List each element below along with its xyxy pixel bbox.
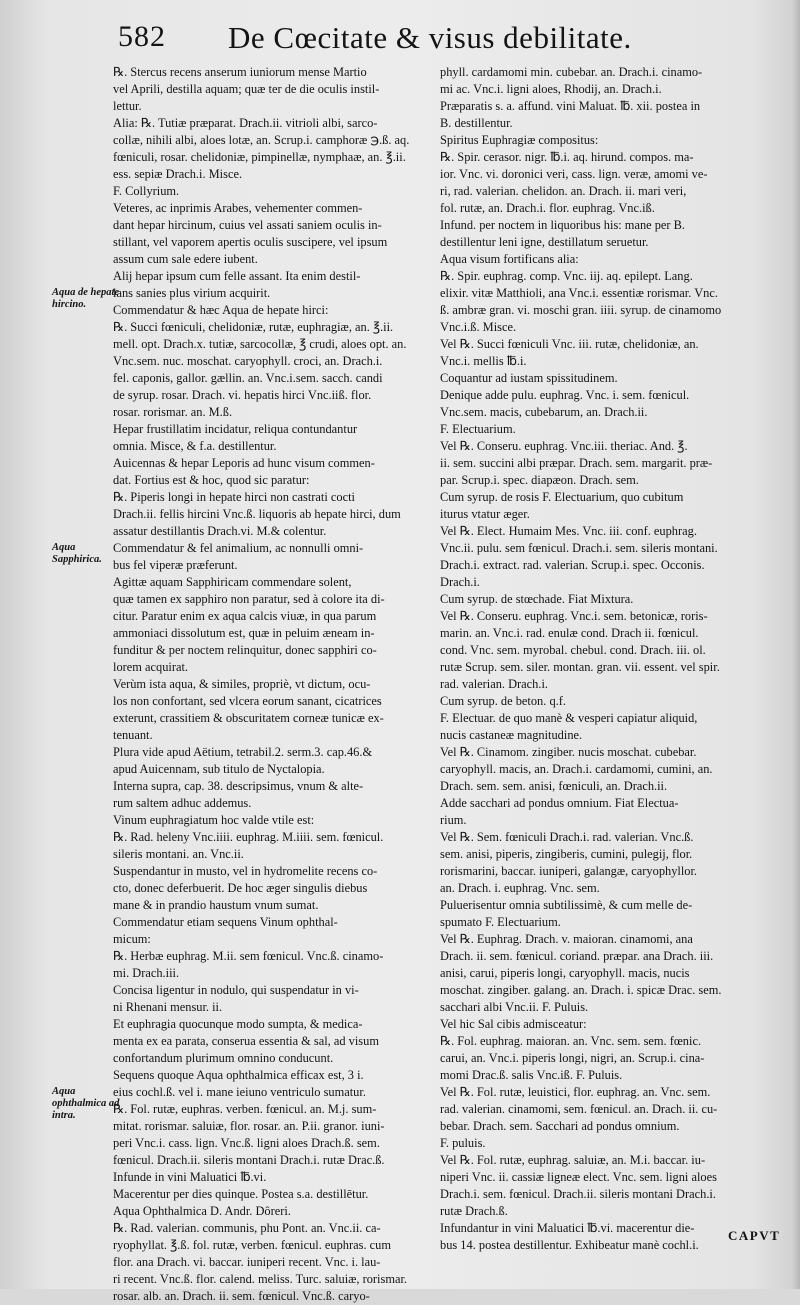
- text-line: Macerentur per dies quinque. Postea s.a. destillētur.: [113, 1187, 369, 1201]
- text-line: Vel ℞. Conseru. euphrag. Vnc.iii. theriac. And. ℥.: [440, 439, 688, 453]
- text-line: Commendatur & fel animalium, ac nonnulli omni-: [113, 541, 364, 555]
- text-line: B. destillentur.: [440, 116, 513, 130]
- text-line: ess. sepiæ Drach.i. Misce.: [113, 167, 243, 181]
- text-line: rium.: [440, 813, 467, 827]
- text-line: flor. ana Drach. vi. baccar. iuniperi recent. Vnc. i. lau-: [113, 1255, 381, 1269]
- text-line: caryophyll. macis, an. Drach.i. cardamomi, cumini, an.: [440, 762, 713, 776]
- text-line: Infunde in vini Maluatici ℔.vi.: [113, 1170, 267, 1184]
- text-line: ℞. Piperis longi in hepate hirci non castrati cocti: [113, 490, 355, 504]
- text-line: Cum syrup. de stœchade. Fiat Mixtura.: [440, 592, 634, 606]
- text-line: ℞. Spir. cerasor. nigr. ℔.i. aq. hirund. compos. ma-: [440, 150, 694, 164]
- text-line: bus fel viperæ præferunt.: [113, 558, 238, 572]
- text-line: dat. Fortius est & hoc, quod sic paratur:: [113, 473, 310, 487]
- text-line: ii. sem. succini albi præpar. Drach. sem. margarit. præ-: [440, 456, 713, 470]
- text-line: bus 14. postea destillentur. Exhibeatur manè cochl.i.: [440, 1238, 699, 1252]
- text-line: stillant, vel vaporem apertis oculis suscipere, vel ipsum: [113, 235, 388, 249]
- text-line: ri recent. Vnc.ß. flor. calend. meliss. Turc. saluiæ, rorismar.: [113, 1272, 407, 1286]
- text-line: sem. anisi, piperis, zingiberis, cumini, pulegij, flor.: [440, 847, 693, 861]
- text-line: assum cum sale edere iubent.: [113, 252, 258, 266]
- text-line: Vel ℞. Sem. fœniculi Drach.i. rad. valerian. Vnc.ß.: [440, 830, 694, 844]
- text-line: rum saltem adhuc addemus.: [113, 796, 252, 810]
- page-number: 582: [118, 20, 166, 53]
- text-line: menta ex ea parata, conserua essentia & sal, ad visum: [113, 1034, 379, 1048]
- text-line: Verùm ista aqua, & similes, propriè, vt dictum, ocu-: [113, 677, 371, 691]
- text-line: F. Electuar. de quo manè & vesperi capiatur aliquid,: [440, 711, 698, 725]
- text-line: mi ac. Vnc.i. ligni aloes, Rhodij, an. Drach.i.: [440, 82, 662, 96]
- text-line: collæ, nihili albi, aloes lotæ, an. Scrup.i. camphoræ ℈.ß. aq.: [113, 133, 410, 147]
- text-line: Vel ℞. Euphrag. Drach. v. maioran. cinamomi, ana: [440, 932, 693, 946]
- text-line: omnia. Misce, & f.a. destillentur.: [113, 439, 277, 453]
- right-column: [440, 64, 788, 1254]
- text-line: an. Drach. i. euphrag. Vnc. sem.: [440, 881, 600, 895]
- text-line: cond. Vnc. sem. myrobal. chebul. cond. Drach. iii. ol.: [440, 643, 706, 657]
- text-line: micum:: [113, 932, 151, 946]
- text-line: F. puluis.: [440, 1136, 486, 1150]
- text-line: fœnicul. Drach.ii. sileris montani Drach.i. rutæ Drac.ß.: [113, 1153, 385, 1167]
- text-line: Infund. per noctem in liquoribus his: mane per B.: [440, 218, 686, 232]
- text-line: ℞. Fol. euphrag. maioran. an. Vnc. sem. sem. fœnic.: [440, 1034, 702, 1048]
- text-line: Drach. ii. sem. fœnicul. coriand. præpar. ana Drach. iii.: [440, 949, 714, 963]
- text-line: anisi, carui, piperis longi, caryophyll. macis, nucis: [440, 966, 690, 980]
- text-line: marin. an. Vnc.i. rad. enulæ cond. Drach ii. fœnicul.: [440, 626, 699, 640]
- text-line: mell. opt. Drach.x. tutiæ, sarcocollæ, ℥ crudi, aloes opt. an.: [113, 337, 407, 351]
- text-line: Vel ℞. Fol. rutæ, euphrag. saluiæ, an. M.i. baccar. iu-: [440, 1153, 706, 1167]
- margin-note: Aqua Sapphirica.: [52, 542, 102, 565]
- left-column: [113, 64, 430, 1305]
- text-line: F. Collyrium.: [113, 184, 180, 198]
- text-line: Drach.i. extract. rad. valerian. Scrup.i. spec. Occonis.: [440, 558, 705, 572]
- text-line: elixir. vitæ Matthioli, ana Vnc.i. essentiæ rorismar. Vnc.: [440, 286, 718, 300]
- text-line: Auicennas & hepar Leporis ad hunc visum commen-: [113, 456, 375, 470]
- text-line: los non confortant, sed vlcera eorum sanant, cicatrices: [113, 694, 382, 708]
- text-line: lettur.: [113, 99, 142, 113]
- text-line: Sequens quoque Aqua ophthalmica efficax est, 3 i.: [113, 1068, 364, 1082]
- text-line: destillentur leni igne, destillatum seruetur.: [440, 235, 649, 249]
- text-line: niperi Vnc. ii. cassiæ ligneæ elect. Vnc. sem. ligni aloes: [440, 1170, 717, 1184]
- margin-note: Aqua de hepate hircino.: [52, 287, 120, 310]
- text-line: quæ tamen ex sapphiro non paratur, sed à colore ita di-: [113, 592, 385, 606]
- text-line: spumato F. Electuarium.: [440, 915, 561, 929]
- text-line: Interna supra, cap. 38. descripsimus, vnum & alte-: [113, 779, 364, 793]
- text-line: Vnc.sem. nuc. moschat. caryophyll. croci, an. Drach.i.: [113, 354, 383, 368]
- text-line: moschat. zingiber. galang. an. Drach. i. spicæ Drac. sem.: [440, 983, 722, 997]
- text-line: assatur destillantis Drach.vi. M.& colentur.: [113, 524, 327, 538]
- text-line: rad. valerian. Drach.i.: [440, 677, 549, 691]
- text-line: exterunt, crassitiem & obscuritatem corneæ tunicæ ex-: [113, 711, 384, 725]
- text-line: Hepar frustillatim incidatur, reliqua contundantur: [113, 422, 358, 436]
- page-header: [118, 18, 678, 68]
- text-line: vel Aprili, destilla aquam; quæ ter de die oculis instil-: [113, 82, 380, 96]
- text-line: ℞. Herbæ euphrag. M.ii. sem fœnicul. Vnc.ß. cinamo-: [113, 949, 384, 963]
- text-line: par. Scrup.i. spec. diapæon. Drach. sem.: [440, 473, 639, 487]
- text-line: Agittæ aquam Sapphiricam commendare solent,: [113, 575, 352, 589]
- page-edge-shadow: [792, 0, 800, 1289]
- text-line: Adde sacchari ad pondus omnium. Fiat Electua-: [440, 796, 679, 810]
- text-line: Puluerisentur omnia subtilissimè, & cum melle de-: [440, 898, 693, 912]
- text-line: Vel ℞. Succi fœniculi Vnc. iii. rutæ, chelidoniæ, an.: [440, 337, 699, 351]
- text-line: lorem acquirat.: [113, 660, 188, 674]
- text-line: fel. caponis, gallor. gællin. an. Vnc.i.sem. sacch. candi: [113, 371, 383, 385]
- text-line: eius cochl.ß. vel i. mane ieiuno ventriculo sumatur.: [113, 1085, 366, 1099]
- text-line: rutæ Drach.ß.: [440, 1204, 508, 1218]
- text-line: sacchari albi Vnc.ii. F. Puluis.: [440, 1000, 589, 1014]
- text-line: Concisa ligentur in nodulo, qui suspendatur in vi-: [113, 983, 359, 997]
- text-line: Vel ℞. Elect. Humaim Mes. Vnc. iii. conf. euphrag.: [440, 524, 697, 538]
- text-line: iturus vtatur æger.: [440, 507, 530, 521]
- text-line: mane & in prandio haustum vnum sumat.: [113, 898, 319, 912]
- text-line: ℞. Rad. heleny Vnc.iiii. euphrag. M.iiii. sem. fœnicul.: [113, 830, 384, 844]
- text-line: Veteres, ac inprimis Arabes, vehementer commen-: [113, 201, 363, 215]
- text-line: Vnc.ii. pulu. sem fœnicul. Drach.i. sem. sileris montani.: [440, 541, 718, 555]
- text-line: mitat. rorismar. saluiæ, flor. rosar. an. P.ii. granor. iuni-: [113, 1119, 385, 1133]
- text-line: ℞. Spir. euphrag. comp. Vnc. iij. aq. epilept. Lang.: [440, 269, 693, 283]
- text-line: Vnc.i.ß. Misce.: [440, 320, 517, 334]
- text-line: Alij hepar ipsum cum felle assant. Ita enim destil-: [113, 269, 361, 283]
- text-line: confortandum plurimum omnino conducunt.: [113, 1051, 334, 1065]
- text-line: Drach.i.: [440, 575, 480, 589]
- text-line: Denique adde pulu. euphrag. Vnc. i. sem. fœnicul.: [440, 388, 690, 402]
- running-title: De Cœcitate & visus debilitate.: [228, 20, 632, 55]
- text-line: rutæ Scrup. sem. siler. montan. gran. vii. essent. vel spir.: [440, 660, 720, 674]
- text-line: cto, donec deferbuerit. De hoc æger singulis diebus: [113, 881, 368, 895]
- text-line: rad. valerian. cinamomi, sem. fœnicul. an. Drach. ii. cu-: [440, 1102, 718, 1116]
- text-line: Cum syrup. de beton. q.f.: [440, 694, 566, 708]
- text-line: ℞. Rad. valerian. communis, phu Pont. an. Vnc.ii. ca-: [113, 1221, 381, 1235]
- text-line: Alia: ℞. Tutiæ præparat. Drach.ii. vitrioli albi, sarco-: [113, 116, 378, 130]
- text-line: Præparatis s. a. affund. vini Maluat. ℔. xii. postea in: [440, 99, 701, 113]
- text-line: Suspendantur in musto, vel in hydromelite recens co-: [113, 864, 378, 878]
- text-line: Cum syrup. de rosis F. Electuarium, quo cubitum: [440, 490, 684, 504]
- text-line: apud Auicennam, sub titulo de Nyctalopia.: [113, 762, 325, 776]
- text-line: Aqua Ophthalmica D. Andr. Dôreri.: [113, 1204, 291, 1218]
- text-line: funditur & per noctem relinquitur, donec sapphiri co-: [113, 643, 377, 657]
- text-line: Et euphragia quocunque modo sumpta, & medica-: [113, 1017, 363, 1031]
- text-line: Drach.i. sem. fœnicul. Drach.ii. sileris montani Drach.i.: [440, 1187, 716, 1201]
- text-line: ryophyllat. ℥.ß. fol. rutæ, verben. fœnicul. euphras. cum: [113, 1238, 391, 1252]
- text-line: ammoniaci dissolutum est, quæ in peluim æneam in-: [113, 626, 375, 640]
- text-line: dant hepar hircinum, cuius vel assati saniem oculis in-: [113, 218, 382, 232]
- text-line: Commendatur & hæc Aqua de hepate hirci:: [113, 303, 329, 317]
- text-line: sileris montani. an. Vnc.ii.: [113, 847, 244, 861]
- text-line: momi Drac.ß. salis Vnc.iß. F. Puluis.: [440, 1068, 623, 1082]
- text-line: citur. Paratur enim ex aqua calcis viuæ, in qua parum: [113, 609, 377, 623]
- text-line: Commendatur etiam sequens Vinum ophthal-: [113, 915, 338, 929]
- text-line: rorismarini, baccar. iuniperi, galangæ, caryophyllor.: [440, 864, 698, 878]
- text-line: ℞. Stercus recens anserum iuniorum mense Martio: [113, 65, 367, 79]
- catchword: CAPVT: [728, 1228, 781, 1243]
- text-line: fol. rutæ, an. Drach.i. flor. euphrag. Vnc.iß.: [440, 201, 655, 215]
- text-line: Vel ℞. Conseru. euphrag. Vnc.i. sem. betonicæ, roris-: [440, 609, 708, 623]
- text-line: Vnc.sem. macis, cubebarum, an. Drach.ii.: [440, 405, 648, 419]
- text-line: ni Rhenani mensur. ii.: [113, 1000, 223, 1014]
- text-line: Vinum euphragiatum hoc valde vtile est:: [113, 813, 315, 827]
- text-line: Vnc.i. mellis ℔.i.: [440, 354, 527, 368]
- text-line: Coquantur ad iustam spissitudinem.: [440, 371, 618, 385]
- text-line: tenuant.: [113, 728, 153, 742]
- text-line: carui, an. Vnc.i. piperis longi, nigri, an. Scrup.i. cina-: [440, 1051, 705, 1065]
- text-line: Plura vide apud Aëtium, tetrabil.2. serm.3. cap.46.&: [113, 745, 373, 759]
- text-line: F. Electuarium.: [440, 422, 516, 436]
- text-line: Aqua visum fortificans alia:: [440, 252, 579, 266]
- text-line: bebar. Drach. sem. Sacchari ad pondus omnium.: [440, 1119, 680, 1133]
- text-line: Drach.ii. fellis hircini Vnc.ß. liquoris ab hepate hirci, dum: [113, 507, 401, 521]
- text-line: phyll. cardamomi min. cubebar. an. Drach.i. cinamo-: [440, 65, 703, 79]
- text-line: ior. Vnc. vi. doronici veri, cass. lign. veræ, amomi ve-: [440, 167, 708, 181]
- text-line: ß. ambræ gran. vi. moschi gran. iiii. syrup. de cinamomo: [440, 303, 722, 317]
- text-line: Vel ℞. Fol. rutæ, leuistici, flor. euphrag. an. Vnc. sem.: [440, 1085, 711, 1099]
- text-line: fœniculi, rosar. chelidoniæ, pimpinellæ, nymphaæ, an. ℥.ii.: [113, 150, 406, 164]
- text-line: peri Vnc.i. cass. lign. Vnc.ß. ligni aloes Drach.ß. sem.: [113, 1136, 380, 1150]
- text-line: de syrup. rosar. Drach. vi. hepatis hirci Vnc.iiß. flor.: [113, 388, 372, 402]
- text-line: Vel hic Sal cibis admisceatur:: [440, 1017, 587, 1031]
- text-line: mi. Drach.iii.: [113, 966, 180, 980]
- text-line: nucis castaneæ magnitudine.: [440, 728, 583, 742]
- text-line: rosar. rorismar. an. M.ß.: [113, 405, 233, 419]
- text-line: Infundantur in vini Maluatici ℔.vi. macerentur die-: [440, 1221, 695, 1235]
- text-line: lans sanies plus virium acquirit.: [113, 286, 271, 300]
- text-line: Vel ℞. Cinamom. zingiber. nucis moschat. cubebar.: [440, 745, 697, 759]
- text-line: ℞. Fol. rutæ, euphras. verben. fœnicul. an. M.j. sum-: [113, 1102, 377, 1116]
- text-line: Drach. sem. sem. anisi, fœniculi, an. Drach.ii.: [440, 779, 668, 793]
- text-line: ri, rad. valerian. chelidon. an. Drach. ii. mari veri,: [440, 184, 687, 198]
- text-line: ℞. Succi fœniculi, chelidoniæ, rutæ, euphragiæ, an. ℥.ii.: [113, 320, 394, 334]
- text-line: Spiritus Euphragiæ compositus:: [440, 133, 599, 147]
- margin-note: Aqua ophthalmica ad intra.: [52, 1086, 120, 1121]
- text-line: rosar. alb. an. Drach. ii. sem. fœnicul. Vnc.ß. caryo-: [113, 1289, 370, 1303]
